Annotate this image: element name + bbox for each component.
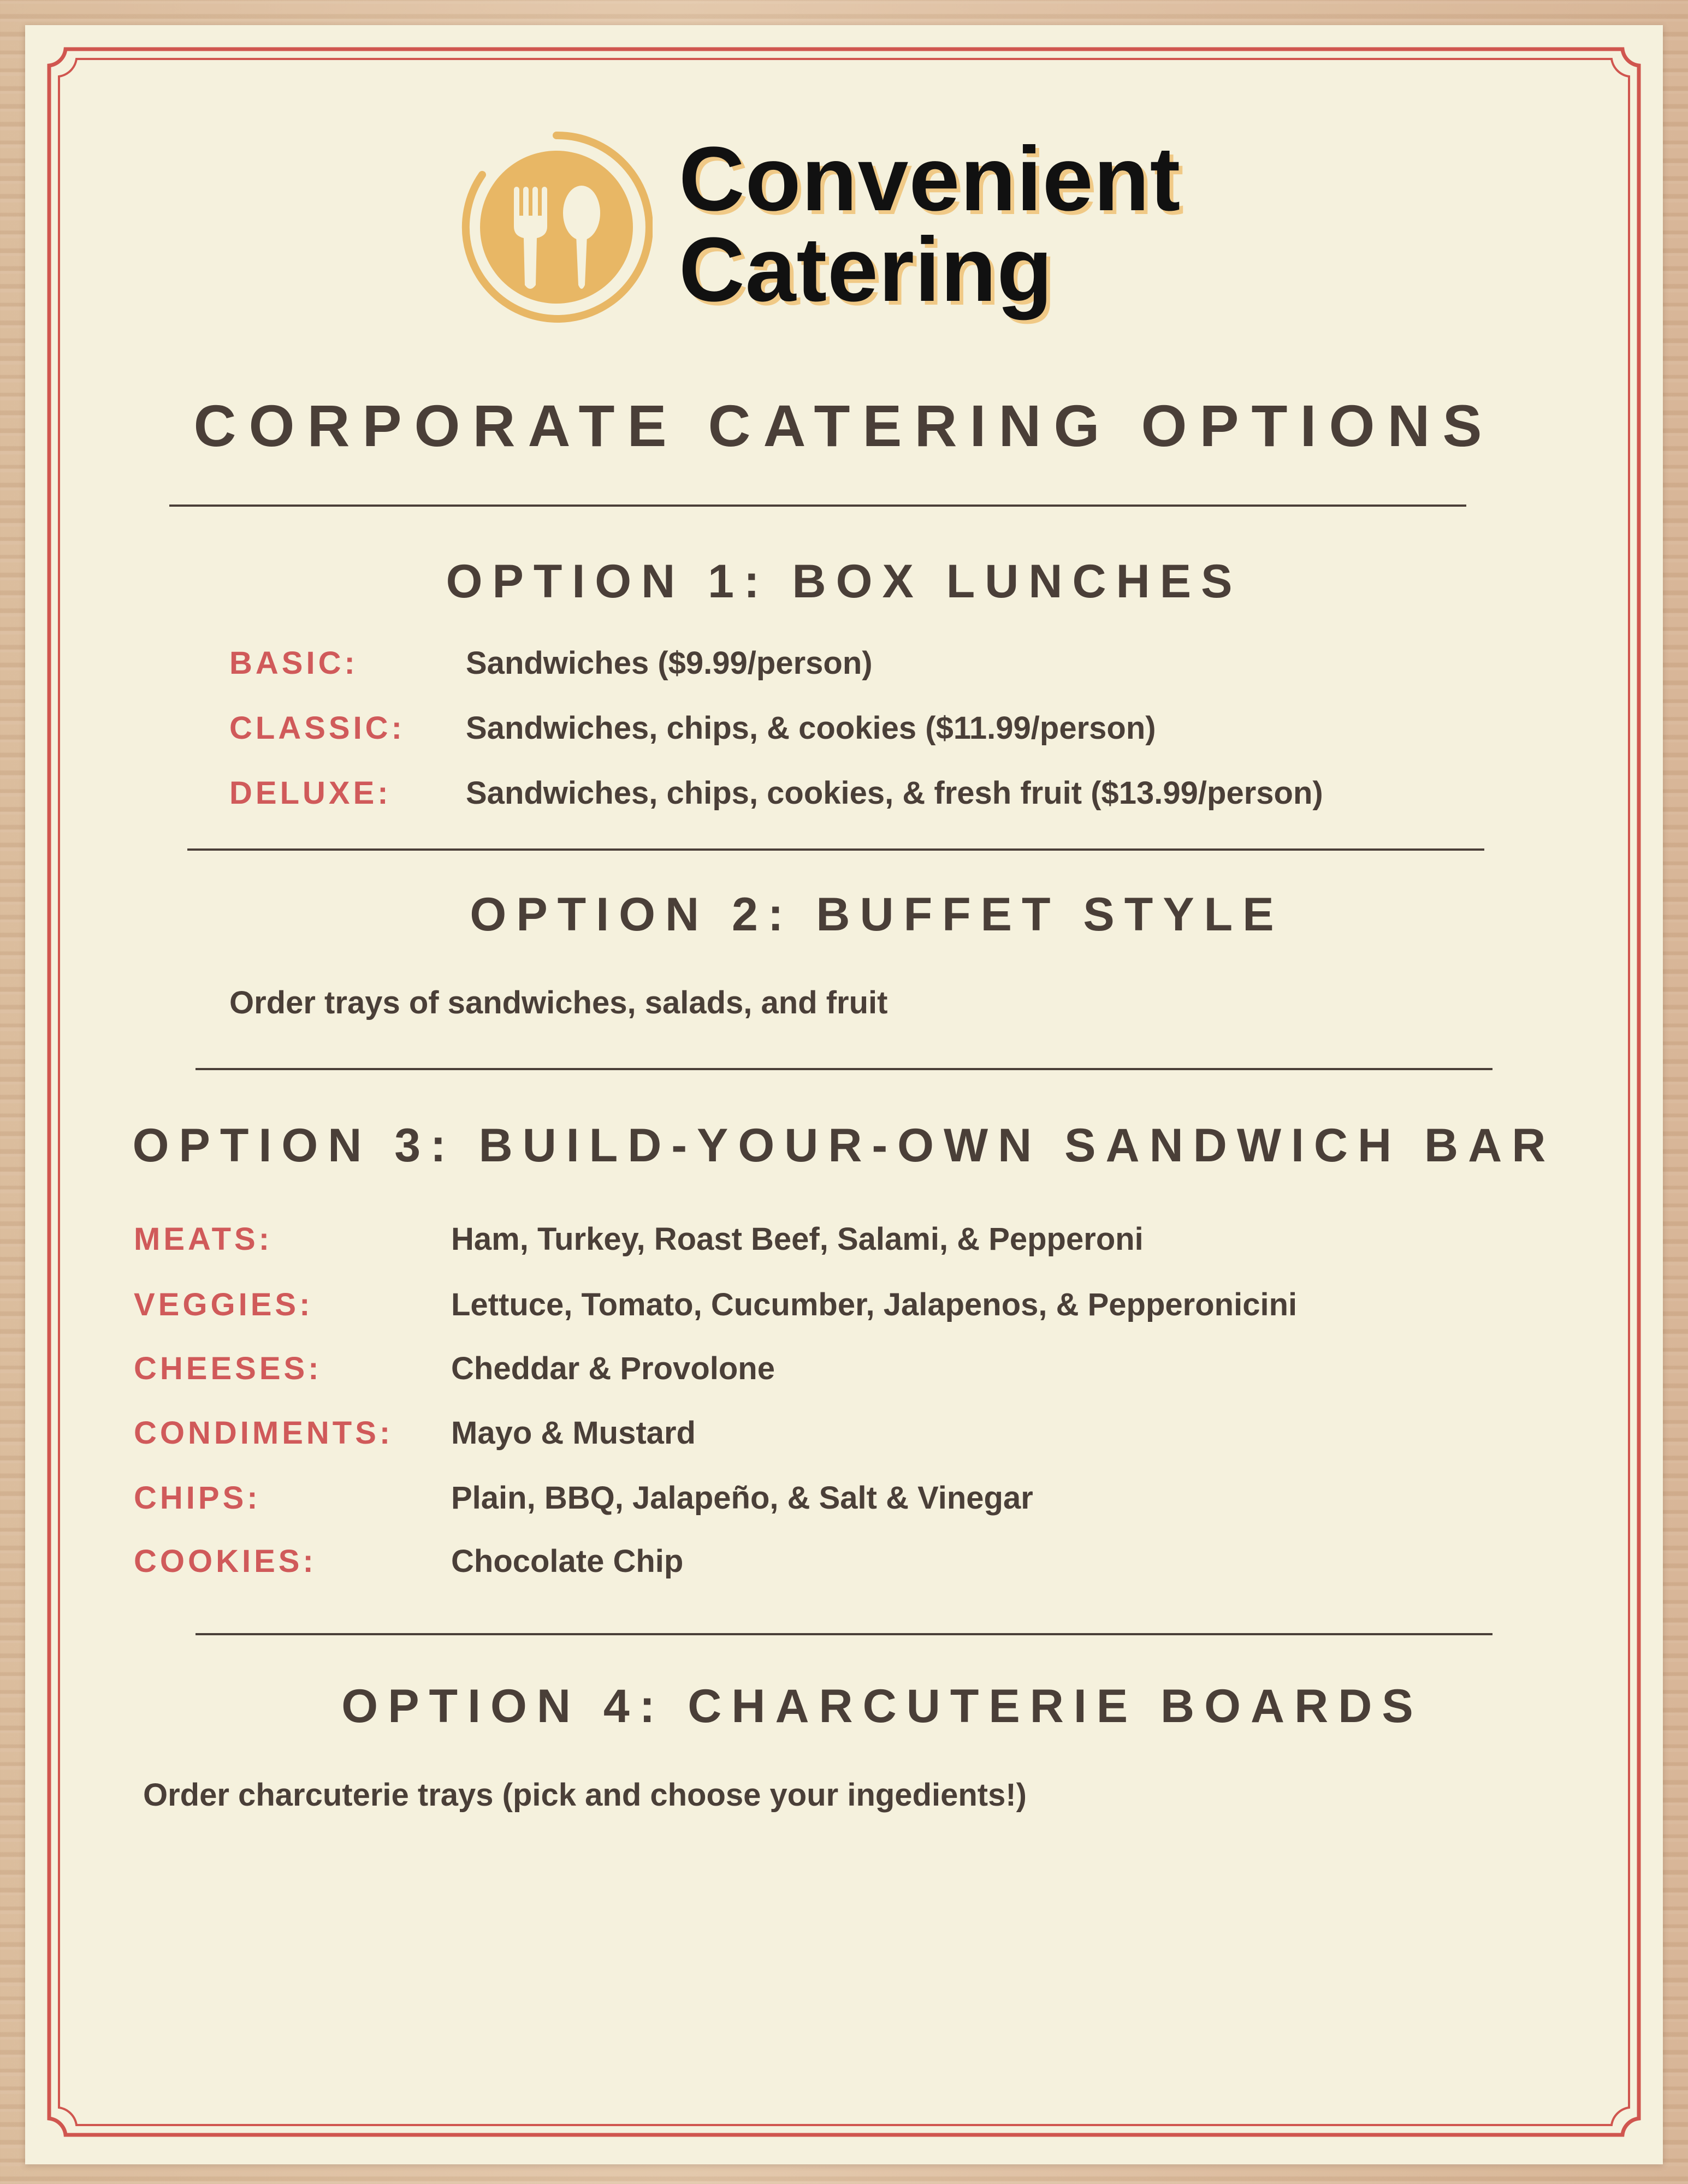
option1-title: OPTION 1: BOX LUNCHES (446, 555, 1242, 608)
divider (196, 1633, 1492, 1635)
option4-title: OPTION 4: CHARCUTERIE BOARDS (341, 1680, 1423, 1732)
option1-label-basic: BASIC: (229, 645, 358, 681)
brand-name-line2: Catering (679, 219, 1053, 321)
option3-value-condiments: Mayo & Mustard (451, 1415, 696, 1451)
option3-value-meats: Ham, Turkey, Roast Beef, Salami, & Pepperoni (451, 1221, 1144, 1257)
brand-name (679, 128, 1280, 321)
option1-value-classic: Sandwiches, chips, & cookies ($11.99/person) (466, 710, 1156, 746)
option2-title: OPTION 2: BUFFET STYLE (470, 888, 1284, 941)
option3-label-meats: MEATS: (134, 1221, 273, 1257)
option3-label-cookies: COOKIES: (134, 1544, 317, 1579)
brand-name-line1: Convenient (679, 128, 1181, 230)
option3-label-chips: CHIPS: (134, 1480, 261, 1516)
divider (169, 505, 1466, 507)
option3-label-condiments: CONDIMENTS: (134, 1415, 394, 1451)
option3-value-chips: Plain, BBQ, Jalapeño, & Salt & Vinegar (451, 1480, 1033, 1516)
divider (187, 848, 1484, 851)
option3-value-cheeses: Cheddar & Provolone (451, 1351, 775, 1386)
option1-label-classic: CLASSIC: (229, 710, 405, 746)
option1-label-deluxe: DELUXE: (229, 775, 392, 811)
option3-title: OPTION 3: BUILD-YOUR-OWN SANDWICH BAR (132, 1119, 1556, 1172)
option1-value-deluxe: Sandwiches, chips, cookies, & fresh fruit ($13.99/person) (466, 775, 1323, 811)
option3-value-veggies: Lettuce, Tomato, Cucumber, Jalapenos, & Pepperonicini (451, 1287, 1298, 1322)
option3-label-cheeses: CHEESES: (134, 1351, 322, 1386)
option3-value-cookies: Chocolate Chip (451, 1544, 684, 1579)
option3-label-veggies: VEGGIES: (134, 1287, 313, 1322)
option2-description: Order trays of sandwiches, salads, and fruit (229, 985, 888, 1020)
option1-value-basic: Sandwiches ($9.99/person) (466, 645, 873, 681)
option4-description: Order charcuterie trays (pick and choose your ingedients!) (143, 1777, 1027, 1813)
menu-card (25, 25, 1663, 2164)
divider (196, 1068, 1492, 1070)
page-title: CORPORATE CATERING OPTIONS (193, 393, 1495, 459)
fork-spoon-logo-icon (460, 131, 653, 323)
